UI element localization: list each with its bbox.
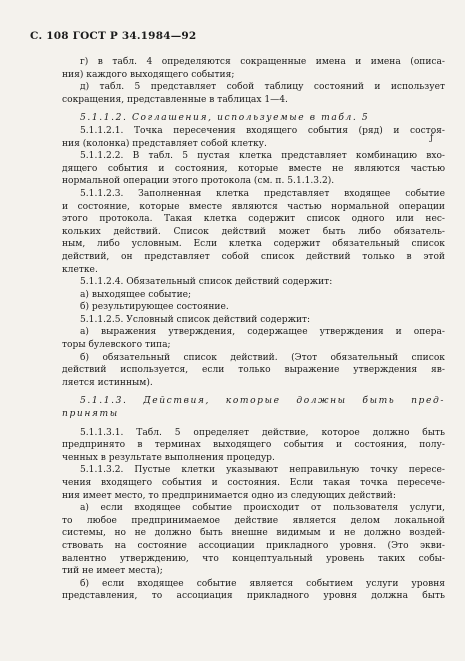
text-line: приняты [62, 409, 119, 420]
text-line: предпринято в терминах выходящего события и состояния, полу- [62, 440, 445, 451]
text-line: представления, то ассоциация прикладного уровня должна быть [62, 591, 445, 602]
text-line: кольких действий. Список действий может быть либо обязатель- [62, 226, 445, 237]
text-line: системы, но не должно быть внешне видимым и не должно воздей- [62, 528, 445, 539]
text-line: 5.1.1.3.1. Табл. 5 определяет действие, которое должно быть [80, 427, 445, 438]
text-line: дящего события и состояния, которые вместе не являются частью [62, 163, 445, 174]
text-line: ния имеет место, то предпринимается одно из следующих действий: [62, 490, 396, 501]
text-line: торы булевского типа; [62, 340, 171, 351]
text-line: нормальной операции этого протокола (см. п. 5.1.1.3.2). [62, 176, 335, 187]
text-line: действий, он представляет собой список действий только в этой [62, 251, 445, 262]
text-line: сокращения, представленные в таблицах 1—4. [62, 94, 288, 105]
text-line: ляется истинным). [62, 377, 153, 388]
document-body [62, 56, 445, 603]
text-line: 5.1.1.2. Соглашения, используемые в табл. 5 [80, 113, 370, 124]
text-line: б) обязательный список действий. (Этот обязательный список [80, 352, 445, 363]
text-line: то любое предпринимаемое действие является делом локальной [62, 515, 445, 526]
text-line: б) если входящее событие является событием услуги уровня [80, 578, 445, 589]
text-line: д) табл. 5 представляет собой таблицу состояний и использует [80, 82, 445, 93]
text-line: ния) каждого выходящего события; [62, 69, 235, 80]
text-line: г) в табл. 4 определяются сокращенные имена и имена (описа- [80, 57, 445, 67]
text-line: этого протокола. Такая клетка содержит список одного или нес- [62, 214, 445, 225]
text-line: тий не имеет места); [62, 566, 163, 577]
text-line: а) выходящее событие; [80, 289, 192, 300]
text-line: ным, либо условным. Если клетка содержит обязательный список [62, 239, 445, 250]
text-line: а) выражения утверждения, содержащее утверждения и опера- [80, 327, 445, 338]
text-line: 5.1.1.2.2. В табл. 5 пустая клетка представляет комбинацию вхо- [80, 151, 445, 162]
text-line: клетке. [62, 264, 98, 275]
text-line: ченных в результате выполнения процедур. [62, 452, 275, 463]
text-line: 5.1.1.2.4. Обязательный список действий содержит: [80, 277, 333, 288]
text-line: ния (колонка) представляет собой клетку. [62, 138, 267, 149]
text-line: ствовать на состояние ассоциации прикладного уровня. (Это экви- [62, 540, 445, 551]
text-line: 5.1.1.2.5. Условный список действий содержит: [80, 314, 311, 325]
text-line: а) если входящее событие происходит от пользователя услуги, [80, 503, 445, 514]
text-line: чения входящего события и состояния. Если такая точка пересече- [62, 478, 445, 488]
text-line: 5.1.1.3.2. Пустые клетки указывают неправильную точку пересе- [80, 465, 445, 476]
text-line: б) результирующее состояние. [80, 302, 229, 313]
text-line: валентно утверждению, что концептуальный уровень таких собы- [62, 553, 445, 564]
text-line: 5.1.1.2.3. Заполненная клетка представляет входящее событие [80, 188, 445, 199]
margin-mark: ƒ [430, 133, 434, 143]
text-line: 5.1.1.2.1. Точка пересечения входящего события (ряд) и состоя- [80, 125, 445, 136]
text-line: и состояние, которые вместе являются частью нормальной операции [62, 201, 445, 212]
text-line: действий используется, если только выражение утверждения яв- [62, 365, 445, 376]
text-line: 5.1.1.3. Действия, которые должны быть пред- [80, 396, 445, 407]
page-header: С. 108 ГОСТ Р 34.1984—92 [30, 30, 197, 42]
